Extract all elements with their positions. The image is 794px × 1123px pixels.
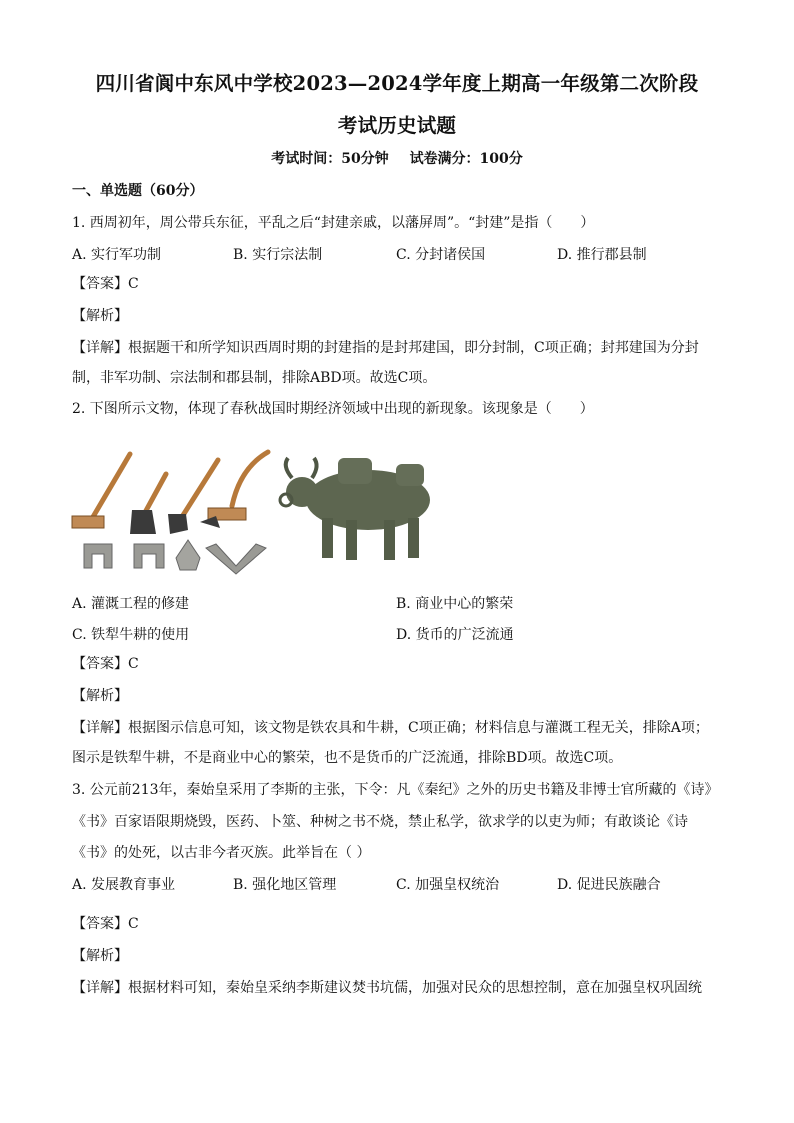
question-3-option-d: D. 促进民族融合	[557, 877, 661, 893]
question-2-option-a: A. 灌溉工程的修建	[72, 596, 190, 612]
question-3-option-c: C. 加强皇权统治	[396, 877, 500, 893]
iron-farm-tools-image	[72, 452, 268, 574]
question-3-option-a: A. 发展教育事业	[72, 877, 176, 893]
question-1-answer: 【答案】C	[72, 276, 139, 292]
question-3-stem-line-1: 3. 公元前213年，秦始皇采用了李斯的主张，下令：凡《秦纪》之外的历史书籍及非博士官所藏的《诗》	[72, 782, 719, 798]
question-1-detail-line-2: 制，非军功制、宗法制和郡县制，排除ABD项。故选C项。	[72, 370, 437, 386]
question-3-answer: 【答案】C	[72, 916, 139, 932]
exam-info	[0, 148, 794, 168]
question-1-stem: 1. 西周初年，周公带兵东征，平乱之后“封建亲戚，以藩屏周”。“封建”是指（ ）	[72, 215, 595, 231]
question-3-analysis-label: 【解析】	[72, 948, 128, 964]
page-title-line-1: 四川省阆中东风中学校2023—2024学年度上期高一年级第二次阶段	[95, 72, 699, 95]
question-1-detail-line-1: 【详解】根据题干和所学知识西周时期的封建指的是封邦建国，即分封制，C项正确；封邦建国为分封	[72, 340, 699, 356]
question-2-stem: 2. 下图所示文物，体现了春秋战国时期经济领域中出现的新现象。该现象是（ ）	[72, 401, 594, 417]
question-3-option-b: B. 强化地区管理	[233, 877, 337, 893]
question-2-detail-line-1: 【详解】根据图示信息可知，该文物是铁农具和牛耕，C项正确；材料信息与灌溉工程无关，排除A项；	[72, 720, 709, 736]
question-2-option-b: B. 商业中心的繁荣	[396, 596, 514, 612]
question-2-analysis-label: 【解析】	[72, 688, 128, 704]
question-1-option-d: D. 推行郡县制	[557, 247, 647, 263]
artifact-figure	[70, 448, 450, 578]
question-1-option-c: C. 分封诸侯国	[396, 247, 486, 263]
question-3-stem-line-3: 《书》的处死，以古非今者灭族。此举旨在（ ）	[72, 845, 371, 861]
question-1-option-b: B. 实行宗法制	[233, 247, 323, 263]
exam-time: 考试时间：50分钟	[271, 151, 389, 167]
full-score: 试卷满分：100分	[409, 151, 523, 167]
section-heading: 一、单选题（60分）	[72, 183, 204, 199]
question-3-stem-line-2: 《书》百家语限期烧毁，医药、卜筮、种树之书不烧，禁止私学，欲求学的以吏为师；有敢谈论《诗	[72, 814, 688, 830]
bronze-ox-statue-image	[280, 458, 430, 560]
question-2-option-c: C. 铁犁牛耕的使用	[72, 627, 190, 643]
question-2-option-d: D. 货币的广泛流通	[396, 627, 514, 643]
question-1-analysis-label: 【解析】	[72, 308, 128, 324]
question-1-option-a: A. 实行军功制	[72, 247, 162, 263]
question-2-detail-line-2: 图示是铁犁牛耕，不是商业中心的繁荣，也不是货币的广泛流通，排除BD项。故选C项。	[72, 750, 623, 766]
question-3-detail-line-1: 【详解】根据材料可知，秦始皇采纳李斯建议焚书坑儒，加强对民众的思想控制，意在加强皇权巩固统	[72, 980, 702, 996]
page-title-line-2: 考试历史试题	[337, 114, 457, 137]
question-2-answer: 【答案】C	[72, 656, 139, 672]
